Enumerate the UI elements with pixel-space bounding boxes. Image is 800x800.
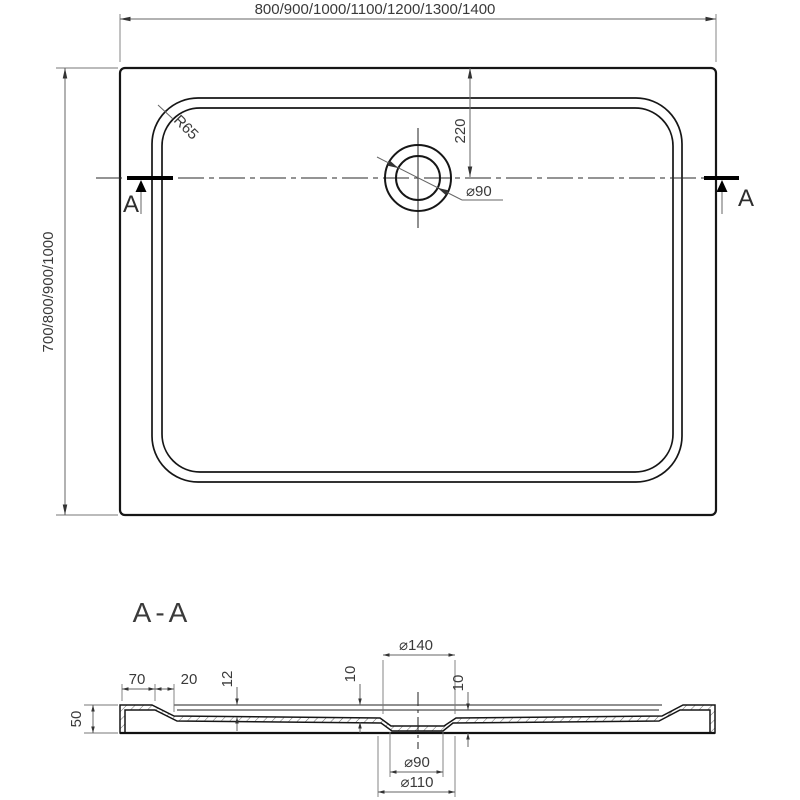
recess-140-dimension bbox=[383, 637, 455, 714]
height-dimension bbox=[40, 68, 118, 515]
drain-diameter-label: ⌀90 bbox=[466, 183, 492, 200]
rim-70-dimension bbox=[122, 671, 155, 701]
section-cut-right bbox=[704, 178, 754, 214]
width-dimension bbox=[120, 1, 716, 62]
drain-offset-dimension bbox=[452, 68, 470, 177]
corner-radius-callout bbox=[158, 105, 202, 143]
depth-12-label: 12 bbox=[219, 670, 236, 688]
section-letter: A bbox=[122, 191, 140, 218]
width-dimension-label: 800/900/1000/1100/1200/1300/1400 bbox=[254, 1, 496, 18]
flange-110-label: ⌀110 bbox=[400, 774, 434, 791]
drop-10-right-dimension bbox=[450, 675, 468, 747]
drain-offset-label: 220 bbox=[452, 118, 469, 144]
hole-90-dimension bbox=[390, 732, 443, 777]
corner-radius-label: R65 bbox=[170, 111, 202, 144]
height-50-dimension bbox=[68, 705, 118, 733]
height-dimension-label: 700/800/900/1000 bbox=[40, 231, 57, 353]
view-direction-arrow bbox=[717, 180, 728, 192]
top-view bbox=[40, 1, 754, 515]
recess-140-label: ⌀140 bbox=[398, 637, 434, 654]
hole-90-label: ⌀90 bbox=[404, 754, 430, 771]
rim-70-label: 70 bbox=[128, 671, 146, 688]
section-cut-left bbox=[123, 178, 173, 218]
section-letter: A bbox=[737, 185, 755, 212]
section-view bbox=[68, 597, 715, 797]
slope-20-dimension bbox=[155, 671, 197, 712]
slope-20-label: 20 bbox=[180, 671, 198, 688]
height-50-label: 50 bbox=[68, 710, 85, 728]
drop-10-right-label: 10 bbox=[450, 674, 467, 692]
section-title: A-A bbox=[132, 597, 192, 628]
drop-10-left-label: 10 bbox=[342, 665, 359, 683]
